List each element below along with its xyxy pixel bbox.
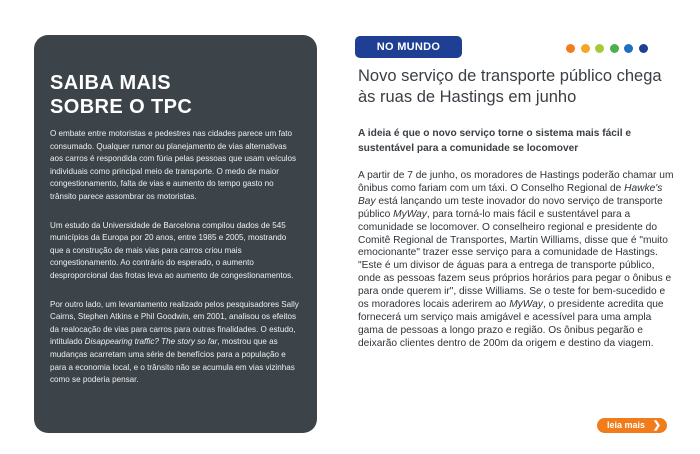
panel-title-line1: SAIBA MAIS xyxy=(50,72,172,94)
info-panel xyxy=(34,35,317,433)
panel-title xyxy=(50,71,301,119)
color-dot xyxy=(639,44,648,53)
section-tag: NO MUNDO xyxy=(355,36,462,58)
panel-paragraph-2: Um estudo da Universidade de Barcelona compilou dados de 545 municípios da Europa por 20 anos, entre 1985 e 2005, mostrando que a construção de mais vias para carros criou mais congestionamento. Ao contrário do esperado, o aumento desproporcional das frotas leva ao aumento de congestionamentos. xyxy=(50,220,294,280)
study-title: Disappearing traffic? The story so far xyxy=(84,337,218,347)
color-dot xyxy=(610,44,619,53)
article-body xyxy=(358,170,674,351)
panel-paragraph-1: O embate entre motoristas e pedestres nas cidades parece um fato consumado. Qualquer rumor ou planejamento de vias alternativas aos carros é respondida com fúria pelas pessoas que usam veículos individuais como principal meio de transporte. O medo de maior congestionamento, falta de vias e aumento do tempo gasto no trânsito parece assombrar os motoristas. xyxy=(50,129,297,201)
article-body-em-2: MyWay xyxy=(393,208,427,220)
chevron-right-icon: ❯ xyxy=(652,420,661,431)
read-more-button[interactable] xyxy=(597,418,667,433)
color-dot xyxy=(624,44,633,53)
article-body-text-4: , o presidente acredita que fornecerá um serviço mais amigável e acessível para uma ampla gama de pessoas a longo prazo e região. Os ônibus pegarão e deixarão clientes dentro de 200m da origem e destino da viagem. xyxy=(358,299,664,349)
panel-title-line2: SOBRE O TPC xyxy=(50,96,193,118)
color-dot xyxy=(595,44,604,53)
article-body-text-3: , para torná-lo mais fácil e sustentável para a comunidade se locomover. O conselheiro regional e presidente do Comitê Regional de Transportes, Martin Williams, disse que é "muito emocionante" trazer esse serviço para a comunidade de Hastings. "Este é um divisor de águas para a entrega de transporte público, onde as pessoas fazem seus próprios horários para pegar o ônibus e para onde querem ir", disse Williams. Se o teste for bem-sucedido e os moradores locais aderirem ao xyxy=(358,208,672,311)
article-body-em-3: MyWay xyxy=(509,299,543,311)
color-dot xyxy=(566,44,575,53)
article-body-text-1: A partir de 7 de junho, os moradores de Hastings poderão chamar um ônibus como fariam com um táxi. O Conselho Regional de xyxy=(358,170,674,194)
article-headline: Novo serviço de transporte público chega às ruas de Hastings em junho xyxy=(358,67,662,106)
panel-paragraph-3-text-a: Por outro lado, um levantamento realizado pelos pesquisadores Sally Cairns, Stephen Atkins e Phil Goodwin, em 2001, analisou os efeitos da realocação de vias para carros para outras finalidades. O estudo, intitulado xyxy=(50,299,299,347)
panel-paragraph-3 xyxy=(50,299,301,387)
read-more-label: leia mais xyxy=(607,420,646,430)
panel-paragraph-3-text-b: , mostrou que as mudanças acarretam uma série de benefícios para a população e para a economia local, e o trânsito não se acumula em vias vizinhas como se poderia pensar. xyxy=(50,337,295,385)
color-dot xyxy=(581,44,590,53)
article-lead: A ideia é que o novo serviço torne o sistema mais fácil e sustentável para a comunidade se locomover xyxy=(358,128,632,154)
color-dots xyxy=(566,44,653,53)
article-body-em-1: Hawke's Bay xyxy=(358,182,663,207)
article-body-text-2: está lançando um teste inovador do novo serviço de transporte público xyxy=(358,195,663,220)
